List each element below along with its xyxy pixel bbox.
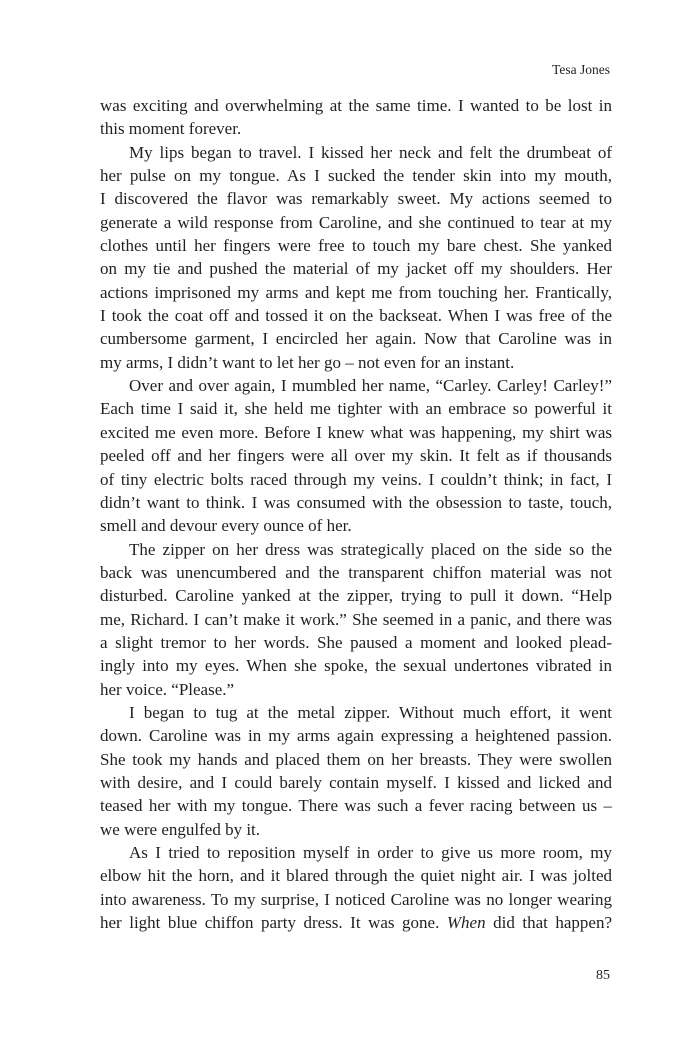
text-line: a slight tremor to her words. She paused a moment and looked plead- xyxy=(100,632,612,652)
text-line: clothes until her fingers were free to touch my bare chest. She yanked xyxy=(100,236,612,256)
text-line: with desire, and I could barely contain myself. I kissed and licked and xyxy=(100,772,612,792)
text-line: As I tried to reposition myself in order to give us more room, my xyxy=(129,843,612,862)
text-line: smell and devour every ounce of her. xyxy=(100,516,352,536)
text-line: generate a wild response from Caroline, and she continued to tear at my xyxy=(100,212,612,232)
text-line: didn’t want to think. I was consumed with the obsession to taste, touch, xyxy=(100,492,612,512)
author-name: Tesa Jones xyxy=(552,62,610,77)
text-line: Each time I said it, she held me tighter with an embrace so powerful it xyxy=(100,399,612,419)
page-number: 85 xyxy=(596,968,610,983)
text-line: My lips began to travel. I kissed her neck and felt the drumbeat of xyxy=(129,142,612,162)
text-line: She took my hands and placed them on her breasts. They were swollen xyxy=(100,749,612,769)
text-line: this moment forever. xyxy=(100,119,242,139)
text-line: excited me even more. Before I knew what was happening, my shirt was xyxy=(100,422,612,442)
text-line: we were engulfed by it. xyxy=(100,819,261,839)
text-line: actions imprisoned my arms and kept me from touching her. Frantically, xyxy=(100,282,612,302)
text-line: cumbersome garment, I encircled her again. Now that Caroline was in xyxy=(100,329,612,349)
text-run: did that happen? xyxy=(493,913,613,933)
text-line xyxy=(100,911,612,934)
text-line: I took the coat off and tossed it on the backseat. When I was free of the xyxy=(100,306,612,326)
text-line: I discovered the flavor was remarkably sweet. My actions seemed to xyxy=(100,189,612,209)
text-line: elbow hit the horn, and it blared through the quiet night air. I was jolted xyxy=(100,866,612,886)
text-line: Over and over again, I mumbled her name, “Carley. Carley! Carley!” xyxy=(129,376,612,396)
text-line: her pulse on my tongue. As I sucked the tender skin into my mouth, xyxy=(100,166,612,186)
text-line: my arms, I didn’t want to let her go – not even for an instant. xyxy=(100,352,515,372)
running-header xyxy=(552,62,610,78)
text-line: ingly into my eyes. When she spoke, the sexual undertones vibrated in xyxy=(100,656,612,676)
text-line: disturbed. Caroline yanked at the zipper, trying to pull it down. “Help xyxy=(100,586,612,606)
text-line: her voice. “Please.” xyxy=(100,679,235,699)
text-line: peeled off and her fingers were all over my skin. It felt as if thousands xyxy=(100,446,612,466)
text-line: into awareness. To my surprise, I noticed Caroline was no longer wearing xyxy=(100,889,612,909)
text-line: back was unencumbered and the transparent chiffon material was not xyxy=(100,562,612,582)
text-line: on my tie and pushed the material of my jacket off my shoulders. Her xyxy=(100,259,612,279)
text-line: teased her with my tongue. There was such a fever racing between us – xyxy=(100,796,612,816)
text-line: of tiny electric bolts raced through my veins. I couldn’t think; in fact, I xyxy=(100,469,612,489)
text-run: her light blue chiffon party dress. It was gone. xyxy=(100,913,440,933)
text-line: The zipper on her dress was strategically placed on the side so the xyxy=(129,539,612,559)
text-line: was exciting and overwhelming at the same time. I wanted to be lost in xyxy=(100,96,612,115)
text-line: I began to tug at the metal zipper. Without much effort, it went xyxy=(129,702,612,722)
body-text xyxy=(100,94,612,934)
text-line: down. Caroline was in my arms again expressing a heightened passion. xyxy=(100,726,612,746)
text-line: me, Richard. I can’t make it work.” She seemed in a panic, and there was xyxy=(100,609,612,629)
emphasized-word: When xyxy=(446,913,486,933)
